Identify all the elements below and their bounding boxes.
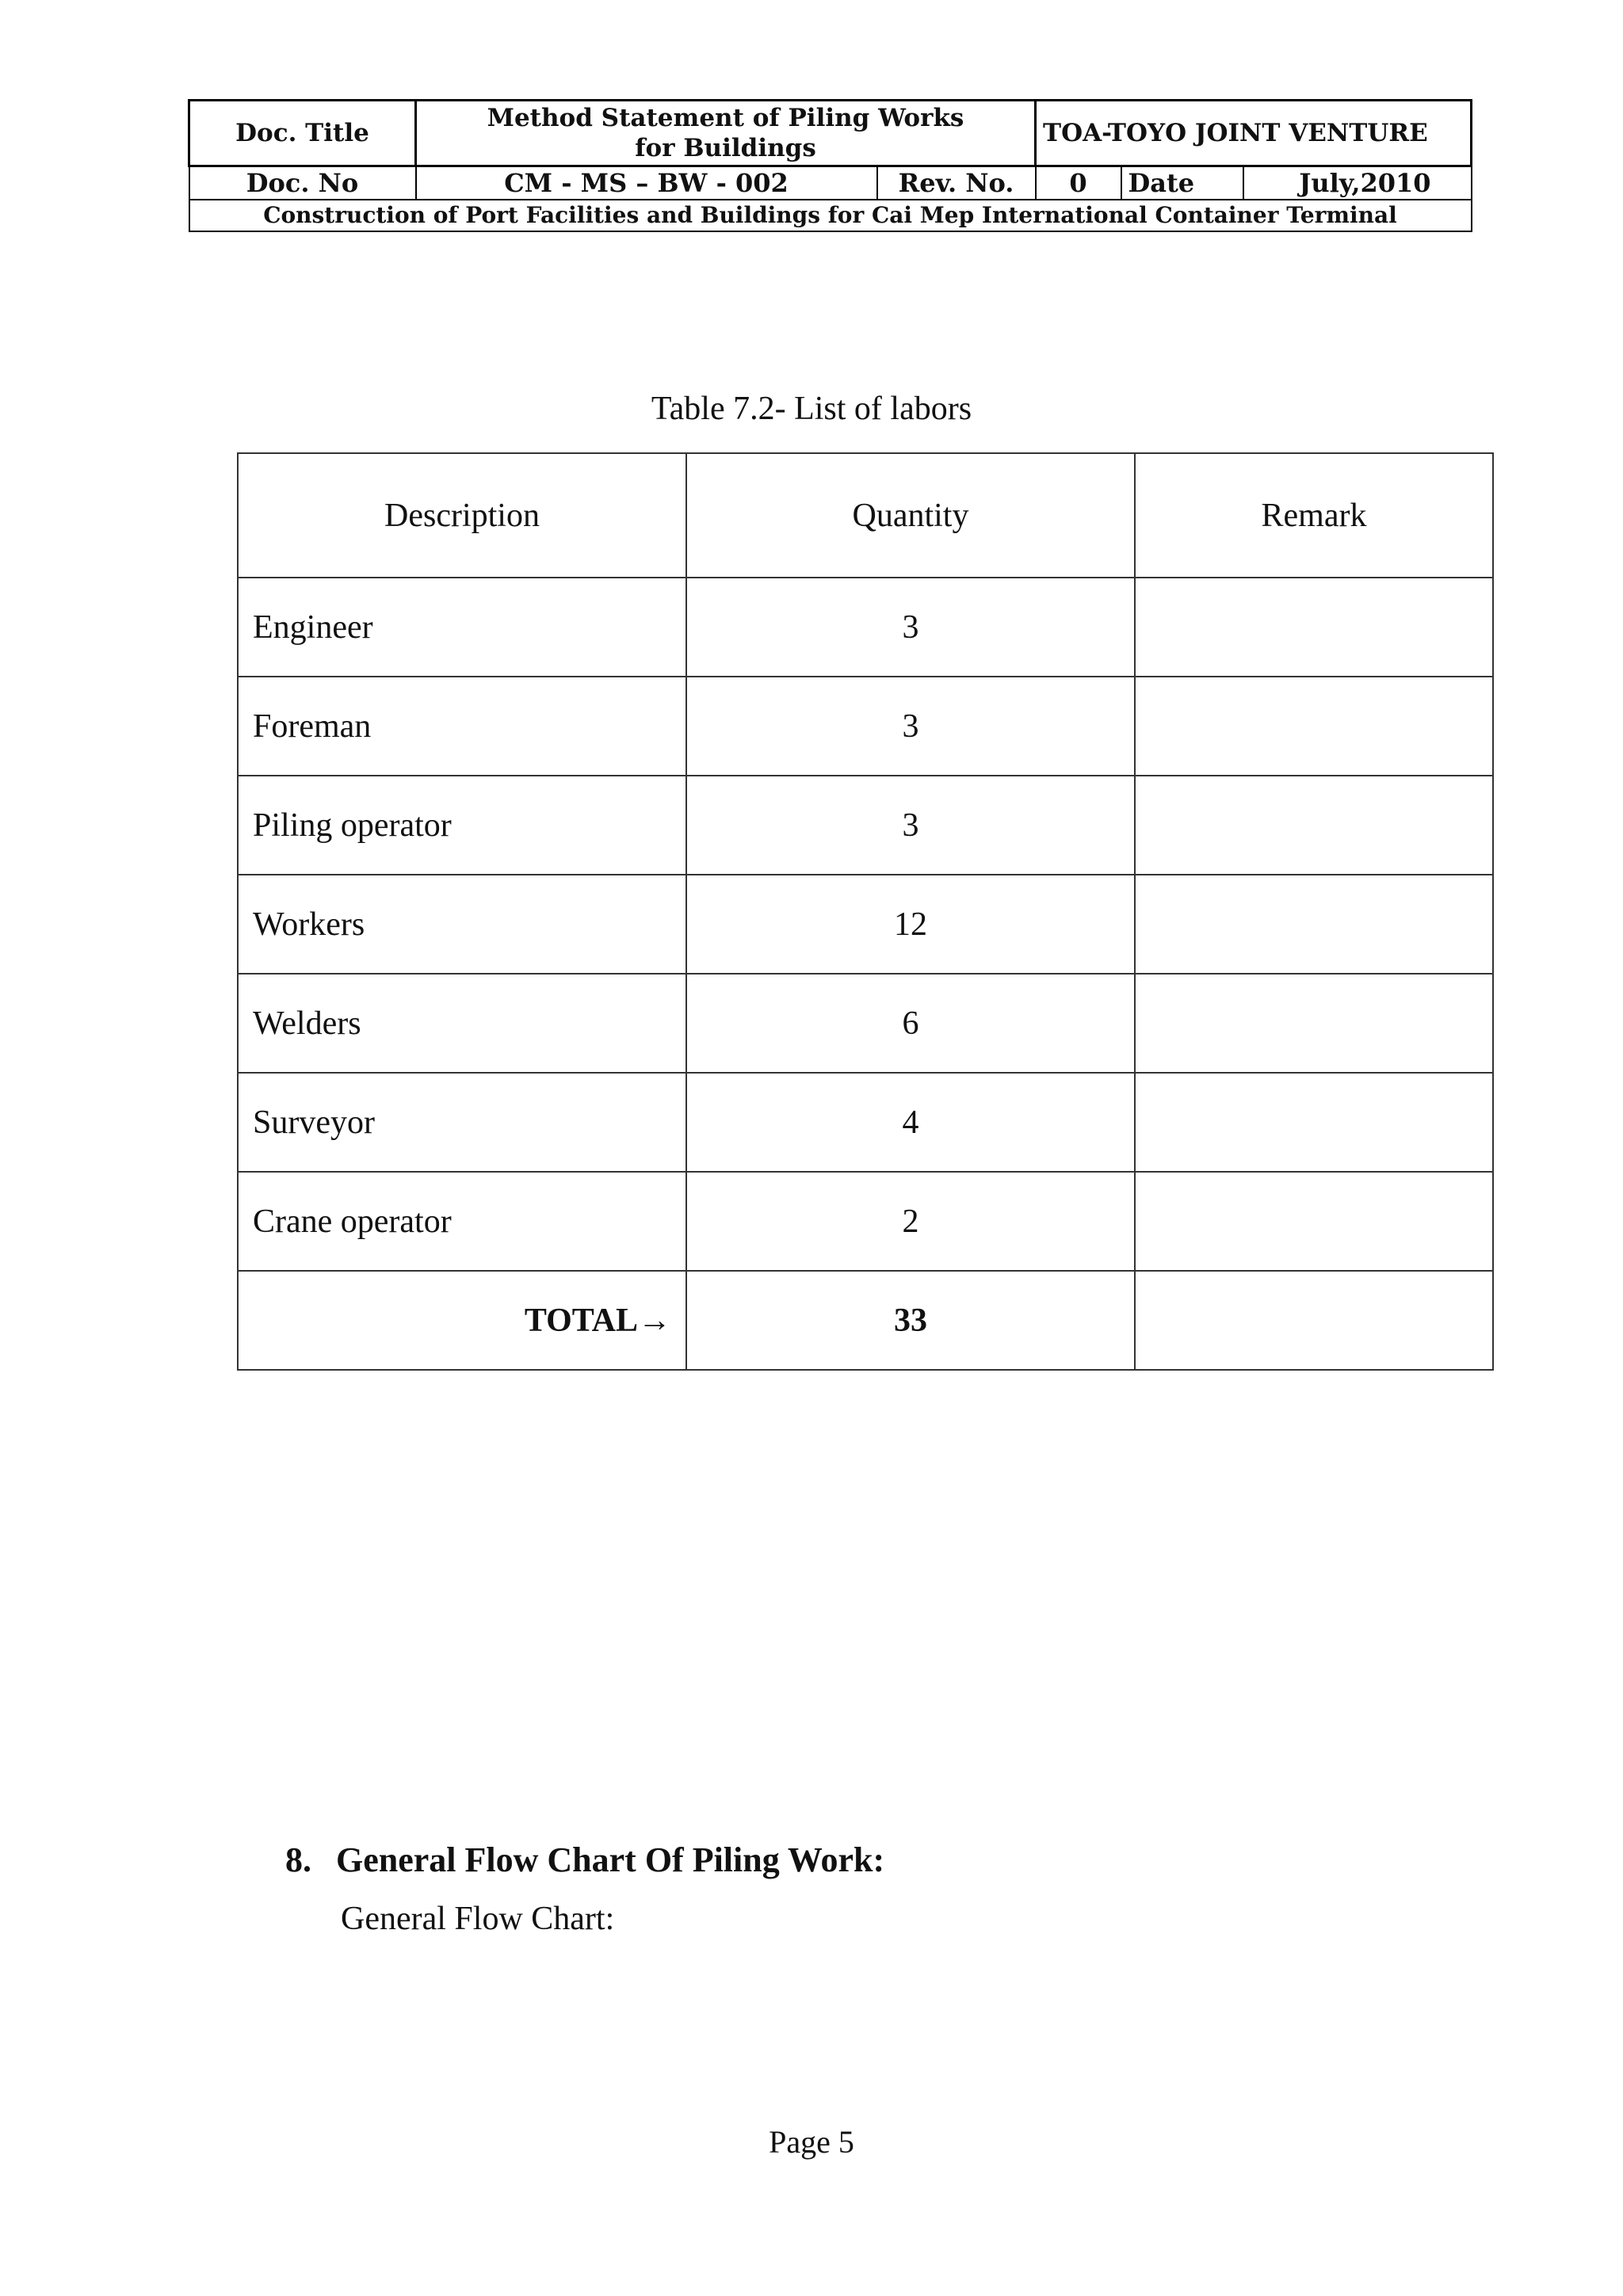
table-row (238, 875, 1493, 974)
rev-label: Rev. No. (877, 166, 1036, 200)
row-description: Crane operator (238, 1172, 686, 1271)
column-header-remark: Remark (1135, 453, 1493, 578)
table-row (238, 1172, 1493, 1271)
company-name: TOA-TOYO JOINT VENTURE (1036, 101, 1472, 166)
doc-title-line1: Method Statement of Piling Works (487, 104, 964, 132)
row-quantity: 3 (686, 578, 1135, 677)
column-header-quantity: Quantity (686, 453, 1135, 578)
section-number: 8. (285, 1840, 311, 1879)
row-description: Workers (238, 875, 686, 974)
row-remark (1135, 974, 1493, 1073)
total-row (238, 1271, 1493, 1370)
date-label: Date (1121, 166, 1243, 200)
date-value: July,2010 (1243, 166, 1472, 200)
total-label: TOTAL→ (238, 1271, 686, 1370)
row-quantity: 2 (686, 1172, 1135, 1271)
row-quantity: 4 (686, 1073, 1135, 1172)
doc-title-label: Doc. Title (189, 101, 416, 166)
section-title: General Flow Chart Of Piling Work: (336, 1840, 885, 1879)
project-name: Construction of Port Facilities and Buildings for Cai Mep International Container Terminal (189, 200, 1472, 231)
section-heading (285, 1840, 884, 1880)
row-remark (1135, 677, 1493, 776)
page-number: Page 5 (769, 2124, 854, 2160)
row-description: Engineer (238, 578, 686, 677)
row-description: Welders (238, 974, 686, 1073)
row-quantity: 6 (686, 974, 1135, 1073)
row-remark (1135, 875, 1493, 974)
doc-no-label: Doc. No (189, 166, 416, 200)
table-row (238, 974, 1493, 1073)
table-row (238, 578, 1493, 677)
table-row (238, 677, 1493, 776)
row-description: Piling operator (238, 776, 686, 875)
total-remark (1135, 1271, 1493, 1370)
row-quantity: 3 (686, 776, 1135, 875)
row-description: Surveyor (238, 1073, 686, 1172)
row-remark (1135, 578, 1493, 677)
doc-title (416, 101, 1036, 166)
row-quantity: 3 (686, 677, 1135, 776)
row-description: Foreman (238, 677, 686, 776)
labor-table (237, 452, 1494, 1371)
row-quantity: 12 (686, 875, 1135, 974)
doc-title-line2: for Buildings (635, 134, 816, 162)
document-header (188, 99, 1472, 232)
total-value: 33 (686, 1271, 1135, 1370)
rev-value: 0 (1036, 166, 1121, 200)
row-remark (1135, 1073, 1493, 1172)
row-remark (1135, 776, 1493, 875)
doc-no: CM - MS – BW - 002 (416, 166, 877, 200)
table-header-row (238, 453, 1493, 578)
table-row (238, 776, 1493, 875)
column-header-description: Description (238, 453, 686, 578)
row-remark (1135, 1172, 1493, 1271)
section-subtitle: General Flow Chart: (341, 1901, 615, 1937)
table-row (238, 1073, 1493, 1172)
table-caption: Table 7.2- List of labors (651, 391, 972, 427)
